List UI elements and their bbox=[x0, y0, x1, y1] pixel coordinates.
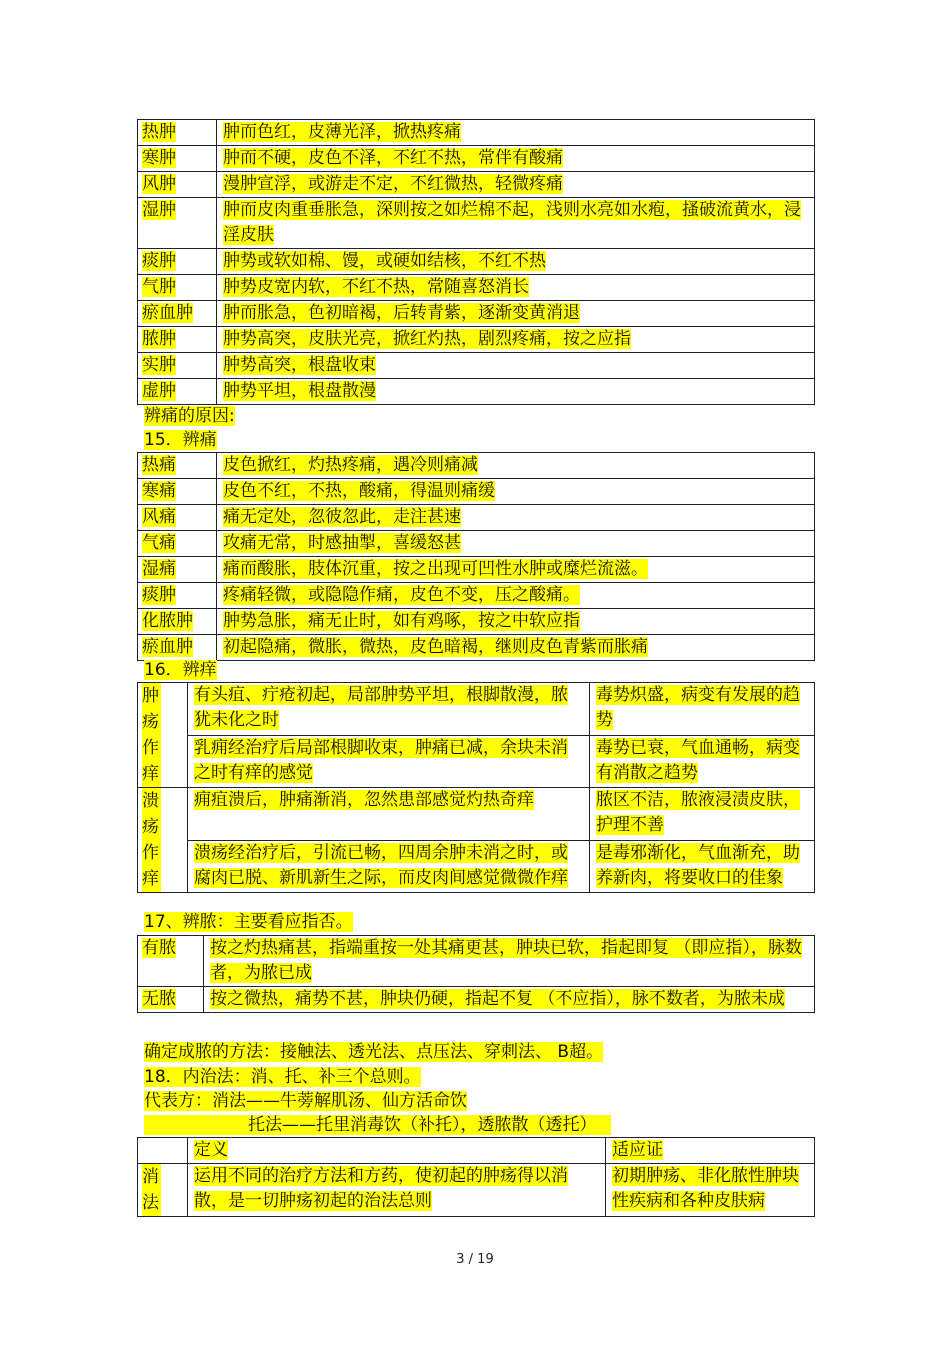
swelling-row-description: 肿而不硬，皮色不泽，不红不热，常伴有酸痛 bbox=[217, 146, 815, 172]
pain-row bbox=[138, 531, 815, 557]
pus-row-description: 按之灼热痛甚，指端重按一处其痛更甚，肿块已软，指起即复 （即应指），脉数者，为脓已成 bbox=[204, 936, 815, 987]
swelling-row bbox=[138, 249, 815, 275]
pus-row bbox=[138, 987, 815, 1013]
section-18-heading: 18．内治法：消、托、补三个总则。 bbox=[144, 1067, 421, 1087]
treatment-row bbox=[138, 1164, 815, 1217]
section-15-heading: 15．辨痛 bbox=[144, 430, 217, 450]
pain-row bbox=[138, 609, 815, 635]
swelling-row-term: 热肿 bbox=[138, 120, 217, 146]
itch-row bbox=[138, 683, 815, 736]
pain-row-term: 痰肿 bbox=[138, 583, 217, 609]
pain-row-term: 热痛 bbox=[138, 453, 217, 479]
swelling-row-description: 漫肿宣浮，或游走不定，不红微热，轻微疼痛 bbox=[217, 172, 815, 198]
swelling-row-description: 肿势平坦，根盘散漫 bbox=[217, 379, 815, 405]
treatment-header-cell bbox=[138, 1138, 188, 1164]
pain-row bbox=[138, 479, 815, 505]
itch-symptom: 溃疡经治疗后，引流已畅，四周余肿未消之时，或腐肉已脱、新肌新生之际，而皮肉间感觉微微作痒 bbox=[188, 840, 590, 893]
pain-row-description: 痛而酸胀，肢体沉重，按之出现可凹性水肿或糜烂流滋。 bbox=[217, 557, 815, 583]
pain-row-description: 攻痛无常，时感抽掣，喜缓怒甚 bbox=[217, 531, 815, 557]
pus-row-description: 按之微热，痛势不甚，肿块仍硬，指起不复 （不应指），脉不数者，为脓未成 bbox=[204, 987, 815, 1013]
itch-row bbox=[138, 788, 815, 841]
swelling-row bbox=[138, 327, 815, 353]
swelling-row bbox=[138, 275, 815, 301]
swelling-row bbox=[138, 198, 815, 249]
pain-row-term: 瘀血肿 bbox=[138, 635, 217, 661]
pus-row bbox=[138, 936, 815, 987]
treatment-definition: 运用不同的治疗方法和方药，使初起的肿疡得以消散，是一切肿疡初起的治法总则 bbox=[188, 1164, 606, 1217]
itch-symptom: 痈疽溃后，肿痛渐消，忽然患部感觉灼热奇痒 bbox=[188, 788, 590, 841]
swelling-row-description: 肿而胀急，色初暗褐，后转青紫，逐渐变黄消退 bbox=[217, 301, 815, 327]
representative-formula-line-2: 托法——托里消毒饮（补托），透脓散（透托） bbox=[144, 1113, 611, 1138]
swelling-differentiation-table bbox=[137, 119, 815, 405]
pain-row-term: 寒痛 bbox=[138, 479, 217, 505]
itch-symptom: 乳痈经治疗后局部根脚收束，肿痛已减，余块未消之时有痒的感觉 bbox=[188, 735, 590, 788]
treatment-indication: 初期肿疡、非化脓性肿块性疾病和各种皮肤病 bbox=[606, 1164, 815, 1217]
pain-row-description: 肿势急胀，痛无止时，如有鸡啄，按之中软应指 bbox=[217, 609, 815, 635]
treatment-method: 消法 bbox=[138, 1164, 188, 1217]
pain-row-term: 气痛 bbox=[138, 531, 217, 557]
itch-group-label: 溃疡作痒 bbox=[138, 788, 188, 893]
swelling-row-term: 实肿 bbox=[138, 353, 217, 379]
section-16-heading: 16．辨痒 bbox=[144, 660, 217, 680]
swelling-row bbox=[138, 146, 815, 172]
swelling-row-term: 虚肿 bbox=[138, 379, 217, 405]
pus-methods-line: 确定成脓的方法：接触法、透光法、点压法、穿刺法、 B超。 bbox=[144, 1042, 604, 1062]
pain-differentiation-table bbox=[137, 452, 815, 661]
itch-significance: 毒势已衰，气血通畅，病变有消散之趋势 bbox=[590, 735, 815, 788]
itch-significance: 毒势炽盛，病变有发展的趋势 bbox=[590, 683, 815, 736]
page-number: 3 / 19 bbox=[456, 1252, 494, 1267]
swelling-row-description: 肿势高突，根盘收束 bbox=[217, 353, 815, 379]
treatment-header-cell: 适应证 bbox=[606, 1138, 815, 1164]
pain-row-term: 风痛 bbox=[138, 505, 217, 531]
pain-row-description: 痛无定处，忽彼忽此，走注甚速 bbox=[217, 505, 815, 531]
pain-row-term: 湿痛 bbox=[138, 557, 217, 583]
treatment-header-row bbox=[138, 1138, 815, 1164]
swelling-row-description: 肿而皮肉重垂胀急，深则按之如烂棉不起，浅则水亮如水疱，搔破流黄水，浸淫皮肤 bbox=[217, 198, 815, 249]
pain-row-description: 疼痛轻微，或隐隐作痛，皮色不变，压之酸痛。 bbox=[217, 583, 815, 609]
pain-row-description: 皮色掀红，灼热疼痛，遇冷则痛减 bbox=[217, 453, 815, 479]
pus-differentiation-table bbox=[137, 935, 815, 1013]
swelling-row bbox=[138, 172, 815, 198]
swelling-row bbox=[138, 353, 815, 379]
internal-treatment-table bbox=[137, 1137, 815, 1217]
swelling-row-term: 湿肿 bbox=[138, 198, 217, 249]
pain-row-description: 皮色不红，不热，酸痛，得温则痛缓 bbox=[217, 479, 815, 505]
swelling-row-description: 肿而色红，皮薄光泽，掀热疼痛 bbox=[217, 120, 815, 146]
swelling-row-term: 瘀血肿 bbox=[138, 301, 217, 327]
swelling-row-term: 寒肿 bbox=[138, 146, 217, 172]
itch-differentiation-table bbox=[137, 682, 815, 893]
pain-row bbox=[138, 583, 815, 609]
pain-row bbox=[138, 557, 815, 583]
itch-group-label: 肿疡作痒 bbox=[138, 683, 188, 788]
representative-formula-line-1: 代表方：消法——牛蒡解肌汤、仙方活命饮 bbox=[144, 1091, 467, 1111]
swelling-row-term: 气肿 bbox=[138, 275, 217, 301]
pain-row bbox=[138, 505, 815, 531]
swelling-row bbox=[138, 120, 815, 146]
pain-row-description: 初起隐痛，微胀，微热，皮色暗褐，继则皮色青紫而胀痛 bbox=[217, 635, 815, 661]
swelling-row bbox=[138, 301, 815, 327]
swelling-row-term: 痰肿 bbox=[138, 249, 217, 275]
itch-row bbox=[138, 735, 815, 788]
treatment-header-cell: 定义 bbox=[188, 1138, 606, 1164]
itch-symptom: 有头疽、疔疮初起，局部肿势平坦，根脚散漫，脓犹未化之时 bbox=[188, 683, 590, 736]
swelling-row-term: 脓肿 bbox=[138, 327, 217, 353]
itch-row bbox=[138, 840, 815, 893]
pain-row bbox=[138, 453, 815, 479]
section-17-heading: 17、辨脓：主要看应指否。 bbox=[144, 912, 353, 932]
swelling-row-description: 肿势高突，皮肤光亮，掀红灼热，剧烈疼痛，按之应指 bbox=[217, 327, 815, 353]
pus-row-term: 有脓 bbox=[138, 936, 204, 987]
itch-significance: 脓区不洁，脓液浸渍皮肤，护理不善 bbox=[590, 788, 815, 841]
itch-significance: 是毒邪渐化，气血渐充，助养新肉，将要收口的佳象 bbox=[590, 840, 815, 893]
swelling-row-description: 肿势或软如棉、馒，或硬如结核，不红不热 bbox=[217, 249, 815, 275]
pain-row bbox=[138, 635, 815, 661]
pain-row-term: 化脓肿 bbox=[138, 609, 217, 635]
pus-row-term: 无脓 bbox=[138, 987, 204, 1013]
pain-cause-label: 辨痛的原因: bbox=[144, 406, 235, 426]
swelling-row bbox=[138, 379, 815, 405]
swelling-row-term: 风肿 bbox=[138, 172, 217, 198]
swelling-row-description: 肿势皮宽内软，不红不热，常随喜怒消长 bbox=[217, 275, 815, 301]
